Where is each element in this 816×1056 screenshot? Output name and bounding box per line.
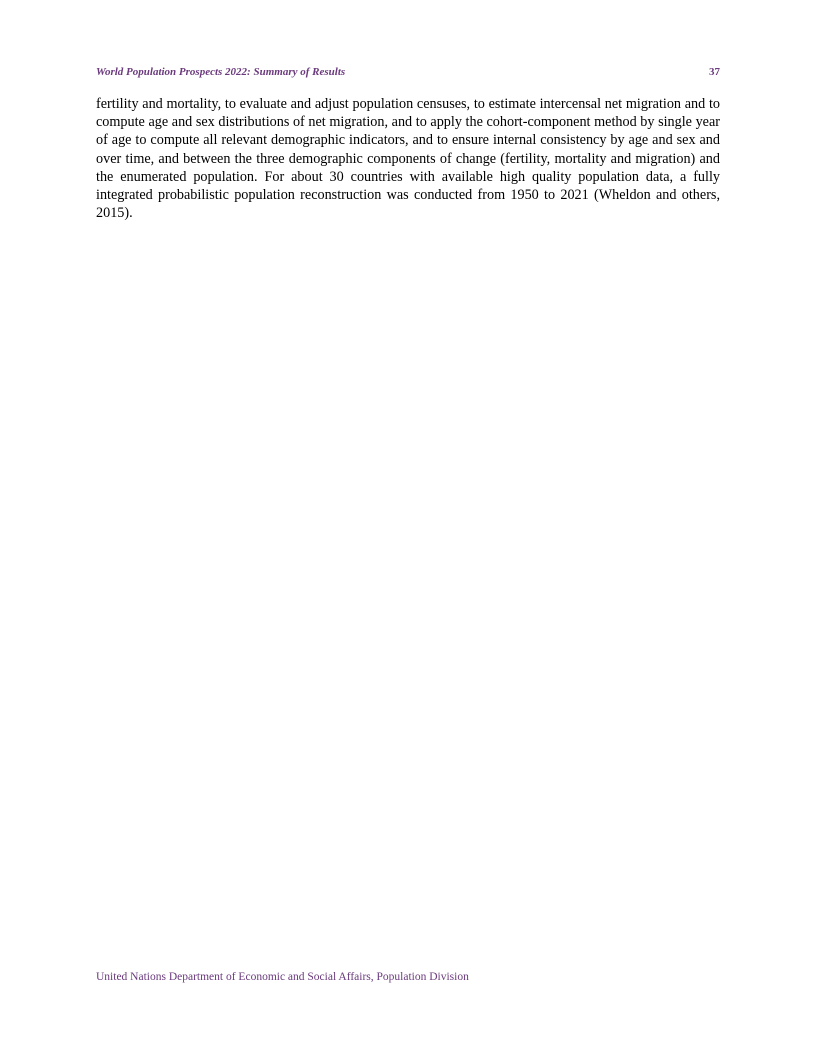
body-paragraph: fertility and mortality, to evaluate and adjust population censuses, to estimate intercensal net migration and to compute age and sex distributions of net migration, and to apply the cohort-component method by single year of age to compute all relevant demographic indicators, and to ensure internal consistency by age and sex and over time, and between the three demographic components of change (fertility, mortality and migration) and the enumerated population. For about 30 countries with available high quality population data, a fully integrated probabilistic population reconstruction was conducted from 1950 to 2021 (Wheldon and others, 2015).: [96, 96, 720, 222]
running-header: [96, 66, 720, 82]
page-footer: United Nations Department of Economic and Social Affairs, Population Division: [96, 971, 469, 983]
publication-title: World Population Prospects 2022: Summary of Results: [96, 66, 346, 78]
page-number: 37: [709, 66, 720, 78]
